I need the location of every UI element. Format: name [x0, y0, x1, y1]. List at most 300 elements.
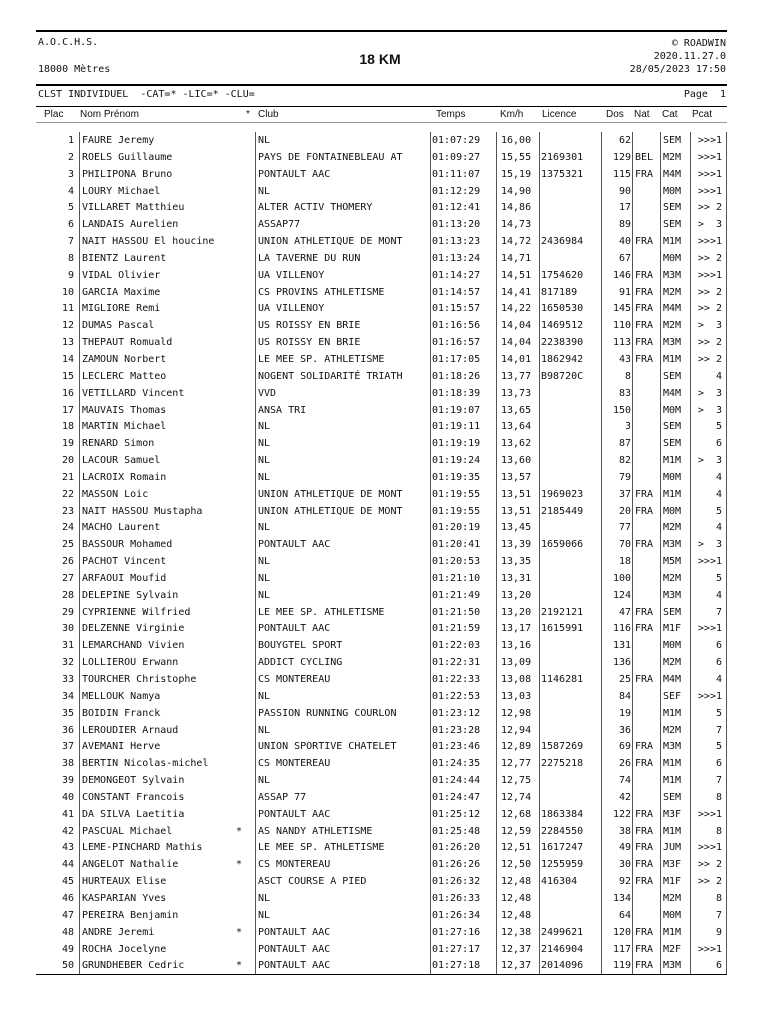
- table-row: [0, 604, 760, 621]
- header-rule: [36, 84, 727, 86]
- cell-cat: M4M: [663, 303, 682, 315]
- cell-cat: M1M: [663, 488, 682, 500]
- cell-license: 2238390: [541, 337, 584, 349]
- cell-rank: 40: [61, 791, 74, 803]
- cell-club: NL: [258, 421, 271, 433]
- cell-cat: M3M: [663, 741, 682, 753]
- cell-nat: FRA: [635, 353, 654, 365]
- cell-club: LE MEE SP. ATHLETISME: [258, 842, 385, 854]
- cell-pcat: > 3: [697, 387, 722, 399]
- cell-kmh: 13,03: [501, 690, 532, 702]
- cell-rank: 22: [61, 488, 74, 500]
- cell-time: 01:22:03: [432, 640, 481, 652]
- cell-cat: M1M: [663, 825, 682, 837]
- cell-nat: FRA: [635, 674, 654, 685]
- cell-rank: 14: [61, 353, 74, 365]
- cell-cat: M0M: [663, 471, 682, 483]
- cell-kmh: 14,04: [501, 320, 532, 332]
- cell-name: AVEMANI Herve: [82, 741, 161, 753]
- cell-name: VETILLARD Vincent: [82, 387, 185, 399]
- cell-time: 01:22:53: [432, 690, 481, 702]
- cell-club: NL: [258, 522, 271, 534]
- cell-pcat: 5: [715, 505, 722, 517]
- col-rank: Plac: [44, 109, 64, 120]
- cell-name: BERTIN Nicolas-michel: [82, 758, 209, 770]
- cell-pcat: 8: [715, 825, 722, 837]
- cell-kmh: 13,35: [501, 556, 532, 568]
- cell-dos: 25: [618, 674, 631, 685]
- cell-dos: 83: [618, 387, 631, 399]
- cell-rank: 46: [61, 892, 74, 904]
- cell-dos: 91: [618, 286, 631, 298]
- cell-cat: SEM: [663, 370, 682, 382]
- cell-club: ADDICT CYCLING: [258, 657, 343, 669]
- cell-name: KASPARIAN Yves: [82, 892, 167, 904]
- cell-nat: FRA: [635, 505, 654, 517]
- cell-star: *: [236, 825, 243, 837]
- cell-club: ANSA TRI: [258, 404, 307, 416]
- cell-nat: FRA: [635, 926, 654, 938]
- table-row: [0, 503, 760, 520]
- cell-pcat: 8: [715, 791, 722, 803]
- cell-dos: 77: [618, 522, 631, 534]
- table-row: [0, 637, 760, 654]
- cell-rank: 7: [67, 236, 74, 248]
- cell-time: 01:13:24: [432, 252, 481, 264]
- cell-name: VIDAL Olivier: [82, 269, 161, 281]
- cell-rank: 43: [61, 842, 74, 854]
- cell-rank: 38: [61, 758, 74, 770]
- table-row: [0, 469, 760, 486]
- cell-name: ANDRE Jeremi: [82, 926, 155, 938]
- cell-time: 01:23:46: [432, 741, 481, 753]
- cell-license: 1754620: [541, 269, 584, 281]
- table-row: [0, 536, 760, 553]
- cell-rank: 10: [61, 286, 74, 298]
- cell-nat: FRA: [635, 741, 654, 753]
- cell-club: NL: [258, 455, 271, 467]
- cell-pcat: >>>1: [697, 168, 722, 180]
- cell-kmh: 12,74: [501, 791, 532, 803]
- cell-star: *: [236, 859, 243, 871]
- cell-nat: FRA: [635, 320, 654, 332]
- cell-kmh: 12,98: [501, 707, 532, 719]
- cell-club: PONTAULT AAC: [258, 943, 331, 955]
- cell-dos: 134: [612, 892, 631, 904]
- cell-license: 416304: [541, 876, 578, 888]
- cell-rank: 50: [61, 960, 74, 972]
- cell-kmh: 16,00: [501, 135, 532, 146]
- cell-cat: M0M: [663, 505, 682, 517]
- cell-name: BOIDIN Franck: [82, 707, 161, 719]
- cell-pcat: 6: [715, 657, 722, 669]
- cell-name: BIENTZ Laurent: [82, 252, 167, 264]
- cell-license: 2499621: [541, 926, 584, 938]
- cell-dos: 74: [618, 775, 631, 787]
- cell-license: 1255959: [541, 859, 584, 871]
- cell-rank: 20: [61, 455, 74, 467]
- col-license: Licence: [542, 109, 577, 120]
- cell-rank: 34: [61, 690, 74, 702]
- col-club: Club: [258, 109, 279, 120]
- cell-cat: M2M: [663, 151, 682, 163]
- table-row: [0, 705, 760, 722]
- cell-pcat: 4: [715, 370, 722, 382]
- cell-time: 01:16:57: [432, 337, 481, 349]
- distance-label: 18000 Mètres: [38, 64, 111, 75]
- cell-time: 01:22:31: [432, 657, 481, 669]
- cell-time: 01:11:07: [432, 168, 481, 180]
- cell-time: 01:27:17: [432, 943, 481, 955]
- cell-name: DELZENNE Virginie: [82, 623, 185, 635]
- cell-rank: 36: [61, 724, 74, 736]
- table-row: [0, 199, 760, 216]
- cell-license: 2146904: [541, 943, 584, 955]
- cell-license: 1650530: [541, 303, 584, 315]
- cell-kmh: 13,60: [501, 455, 532, 467]
- cell-cat: M3F: [663, 859, 682, 871]
- cell-dos: 40: [618, 236, 631, 248]
- col-kmh: Km/h: [500, 109, 524, 120]
- col-pcat: Pcat: [692, 109, 713, 120]
- cell-club: NL: [258, 471, 271, 483]
- cell-time: 01:09:27: [432, 151, 481, 163]
- cell-kmh: 13,62: [501, 438, 532, 450]
- cell-club: ALTER ACTIV THOMERY: [258, 202, 373, 214]
- cell-dos: 131: [612, 640, 631, 652]
- cell-name: GRUNDHEBER Cedric: [82, 960, 185, 972]
- cell-dos: 70: [618, 539, 631, 551]
- cell-pcat: 4: [715, 471, 722, 483]
- cell-name: CYPRIENNE Wilfried: [82, 606, 191, 618]
- cell-club: NL: [258, 135, 271, 146]
- cell-rank: 35: [61, 707, 74, 719]
- cell-dos: 89: [618, 219, 631, 231]
- cell-dos: 146: [612, 269, 631, 281]
- cell-kmh: 12,48: [501, 876, 532, 888]
- cell-rank: 12: [61, 320, 74, 332]
- cell-time: 01:24:44: [432, 775, 481, 787]
- cell-name: MAUVAIS Thomas: [82, 404, 167, 416]
- table-row: [0, 570, 760, 587]
- cell-cat: M1M: [663, 455, 682, 467]
- cell-pcat: 5: [715, 572, 722, 584]
- cell-cat: M0M: [663, 909, 682, 921]
- cell-name: MELLOUK Namya: [82, 690, 161, 702]
- cell-license: 2436984: [541, 236, 584, 248]
- cell-club: US ROISSY EN BRIE: [258, 337, 361, 349]
- cell-time: 01:26:33: [432, 892, 481, 904]
- cell-cat: M0M: [663, 640, 682, 652]
- cell-time: 01:21:59: [432, 623, 481, 635]
- cell-pcat: >> 2: [697, 252, 722, 264]
- cell-name: LEROUDIER Arnaud: [82, 724, 179, 736]
- cell-dos: 3: [624, 421, 631, 433]
- cell-kmh: 12,48: [501, 909, 532, 921]
- cell-name: LOLLIEROU Erwann: [82, 657, 179, 669]
- cell-dos: 136: [612, 657, 631, 669]
- column-header-rule: [36, 106, 727, 107]
- cell-pcat: 6: [715, 640, 722, 652]
- cell-rank: 11: [61, 303, 74, 315]
- cell-dos: 82: [618, 455, 631, 467]
- cell-time: 01:27:16: [432, 926, 481, 938]
- cell-club: BOUYGTEL SPORT: [258, 640, 343, 652]
- cell-dos: 115: [612, 168, 631, 180]
- cell-nat: FRA: [635, 337, 654, 349]
- cell-time: 01:12:29: [432, 185, 481, 197]
- cell-name: LOURY Michael: [82, 185, 161, 197]
- cell-kmh: 12,94: [501, 724, 532, 736]
- column-header: [0, 109, 760, 123]
- cell-license: B98720C: [541, 370, 584, 382]
- cell-dos: 150: [612, 404, 631, 416]
- cell-cat: M1M: [663, 707, 682, 719]
- cell-time: 01:18:39: [432, 387, 481, 399]
- cell-pcat: 6: [715, 758, 722, 770]
- cell-cat: M4M: [663, 674, 682, 685]
- cell-nat: FRA: [635, 269, 654, 281]
- cell-dos: 116: [612, 623, 631, 635]
- cell-license: 1969023: [541, 488, 584, 500]
- cell-name: ROELS Guillaume: [82, 151, 173, 163]
- table-row: [0, 772, 760, 789]
- cell-club: PONTAULT AAC: [258, 926, 331, 938]
- cell-pcat: >>>1: [697, 556, 722, 568]
- cell-time: 01:26:34: [432, 909, 481, 921]
- cell-club: PONTAULT AAC: [258, 539, 331, 551]
- table-row: [0, 284, 760, 301]
- cell-name: PACHOT Vincent: [82, 556, 167, 568]
- cell-rank: 28: [61, 589, 74, 601]
- cell-kmh: 13,51: [501, 505, 532, 517]
- cell-pcat: 4: [715, 522, 722, 534]
- cell-star: *: [236, 926, 243, 938]
- table-row: [0, 385, 760, 402]
- cell-club: UNION ATHLETIQUE DE MONT: [258, 505, 403, 517]
- cell-dos: 20: [618, 505, 631, 517]
- cell-nat: FRA: [635, 488, 654, 500]
- table-row: [0, 402, 760, 419]
- cell-club: UNION SPORTIVE CHATELET: [258, 741, 397, 753]
- cell-dos: 87: [618, 438, 631, 450]
- cell-pcat: >>>1: [697, 623, 722, 635]
- cell-kmh: 13,08: [501, 674, 532, 685]
- table-row: [0, 267, 760, 284]
- cell-rank: 33: [61, 674, 74, 685]
- cell-time: 01:20:53: [432, 556, 481, 568]
- cell-kmh: 13,09: [501, 657, 532, 669]
- cell-cat: M2M: [663, 320, 682, 332]
- cell-club: PONTAULT AAC: [258, 808, 331, 820]
- cell-rank: 32: [61, 657, 74, 669]
- cell-cat: JUM: [663, 842, 682, 854]
- cell-club: CS MONTEREAU: [258, 859, 331, 871]
- cell-kmh: 12,48: [501, 892, 532, 904]
- cell-name: LEME-PINCHARD Mathis: [82, 842, 203, 854]
- cell-kmh: 12,38: [501, 926, 532, 938]
- cell-pcat: 4: [715, 674, 722, 685]
- cell-dos: 26: [618, 758, 631, 770]
- table-row: [0, 755, 760, 772]
- cell-pcat: >> 2: [697, 353, 722, 365]
- cell-name: PASCUAL Michael: [82, 825, 173, 837]
- cell-license: 1863384: [541, 808, 584, 820]
- cell-rank: 18: [61, 421, 74, 433]
- cell-rank: 15: [61, 370, 74, 382]
- cell-license: 1375321: [541, 168, 584, 180]
- cell-kmh: 12,68: [501, 808, 532, 820]
- cell-kmh: 14,04: [501, 337, 532, 349]
- cell-rank: 45: [61, 876, 74, 888]
- cell-club: NL: [258, 909, 271, 921]
- cell-dos: 37: [618, 488, 631, 500]
- cell-name: LACOUR Samuel: [82, 455, 161, 467]
- cell-dos: 119: [612, 960, 631, 972]
- cell-dos: 18: [618, 556, 631, 568]
- cell-name: LANDAIS Aurelien: [82, 219, 179, 231]
- cell-rank: 13: [61, 337, 74, 349]
- cell-pcat: 4: [715, 488, 722, 500]
- cell-kmh: 14,90: [501, 185, 532, 197]
- cell-name: LEMARCHAND Vivien: [82, 640, 185, 652]
- cell-dos: 8: [624, 370, 631, 382]
- cell-club: CS MONTEREAU: [258, 674, 331, 685]
- cell-time: 01:14:27: [432, 269, 481, 281]
- cell-cat: M3M: [663, 269, 682, 281]
- cell-rank: 25: [61, 539, 74, 551]
- cell-time: 01:19:11: [432, 421, 481, 433]
- cell-rank: 26: [61, 556, 74, 568]
- cell-name: FAURE Jeremy: [82, 135, 155, 146]
- table-row: [0, 941, 760, 958]
- cell-nat: FRA: [635, 539, 654, 551]
- cell-rank: 47: [61, 909, 74, 921]
- cell-nat: FRA: [635, 859, 654, 871]
- cell-name: TOURCHER Christophe: [82, 674, 197, 685]
- cell-cat: SEM: [663, 791, 682, 803]
- cell-rank: 37: [61, 741, 74, 753]
- cell-cat: M3M: [663, 589, 682, 601]
- cell-pcat: 5: [715, 741, 722, 753]
- cell-club: CS MONTEREAU: [258, 758, 331, 770]
- cell-kmh: 12,89: [501, 741, 532, 753]
- cell-license: 1617247: [541, 842, 584, 854]
- table-row: [0, 132, 760, 149]
- cell-pcat: > 3: [697, 539, 722, 551]
- cell-rank: 27: [61, 572, 74, 584]
- cell-club: NL: [258, 589, 271, 601]
- cell-rank: 31: [61, 640, 74, 652]
- cell-license: 1146281: [541, 674, 584, 685]
- cell-name: ARFAOUI Moufid: [82, 572, 167, 584]
- cell-kmh: 13,64: [501, 421, 532, 433]
- col-dos: Dos: [606, 109, 624, 120]
- table-row: [0, 435, 760, 452]
- cell-club: LE MEE SP. ATHLETISME: [258, 353, 385, 365]
- cell-license: 1587269: [541, 741, 584, 753]
- cell-license: 2014096: [541, 960, 584, 972]
- cell-pcat: 5: [715, 421, 722, 433]
- cell-rank: 19: [61, 438, 74, 450]
- print-datetime: 28/05/2023 17:50: [629, 64, 726, 75]
- cell-cat: SEM: [663, 421, 682, 433]
- organizer: A.O.C.H.S.: [38, 37, 99, 48]
- cell-pcat: 5: [715, 707, 722, 719]
- cell-kmh: 13,17: [501, 623, 532, 635]
- cell-star: *: [236, 960, 243, 972]
- cell-cat: SEM: [663, 135, 682, 146]
- cell-nat: FRA: [635, 808, 654, 820]
- cell-club: UNION ATHLETIQUE DE MONT: [258, 488, 403, 500]
- cell-rank: 48: [61, 926, 74, 938]
- cell-kmh: 15,55: [501, 151, 532, 163]
- cell-cat: M4M: [663, 168, 682, 180]
- cell-rank: 30: [61, 623, 74, 635]
- cell-dos: 38: [618, 825, 631, 837]
- cell-club: LA TAVERNE DU RUN: [258, 252, 361, 264]
- cell-pcat: >> 2: [697, 286, 722, 298]
- cell-cat: M1M: [663, 775, 682, 787]
- cell-cat: M2F: [663, 943, 682, 955]
- table-row: [0, 334, 760, 351]
- cell-name: HURTEAUX Elise: [82, 876, 167, 888]
- table-row: [0, 789, 760, 806]
- cell-kmh: 14,73: [501, 219, 532, 231]
- cell-license: 2192121: [541, 606, 584, 618]
- cell-license: 2284550: [541, 825, 584, 837]
- cell-club: NOGENT SOLIDARITÉ TRIATH: [258, 370, 403, 382]
- cell-club: PONTAULT AAC: [258, 623, 331, 635]
- cell-license: 2169301: [541, 151, 584, 163]
- cell-time: 01:21:49: [432, 589, 481, 601]
- table-row: [0, 368, 760, 385]
- cell-rank: 16: [61, 387, 74, 399]
- table-row: [0, 839, 760, 856]
- cell-kmh: 14,71: [501, 252, 532, 264]
- table-row: [0, 486, 760, 503]
- cell-club: UA VILLENOY: [258, 269, 325, 281]
- cell-nat: FRA: [635, 606, 654, 618]
- table-row: [0, 924, 760, 941]
- cell-time: 01:24:47: [432, 791, 481, 803]
- cell-name: ZAMOUN Norbert: [82, 353, 167, 365]
- col-star: *: [246, 109, 250, 120]
- cell-nat: FRA: [635, 623, 654, 635]
- cell-nat: FRA: [635, 960, 654, 972]
- cell-pcat: >> 2: [697, 859, 722, 871]
- cell-time: 01:19:19: [432, 438, 481, 450]
- cell-cat: M1F: [663, 876, 682, 888]
- cell-kmh: 15,19: [501, 168, 532, 180]
- cell-kmh: 14,51: [501, 269, 532, 281]
- cell-pcat: >>>1: [697, 236, 722, 248]
- cell-kmh: 12,37: [501, 943, 532, 955]
- cell-dos: 43: [618, 353, 631, 365]
- table-row: [0, 620, 760, 637]
- cell-pcat: > 3: [697, 219, 722, 231]
- cell-name: DEMONGEOT Sylvain: [82, 775, 185, 787]
- cell-kmh: 12,77: [501, 758, 532, 770]
- cell-license: 2275218: [541, 758, 584, 770]
- table-row: [0, 856, 760, 873]
- cell-club: NL: [258, 690, 271, 702]
- cell-kmh: 14,86: [501, 202, 532, 214]
- cell-time: 01:23:12: [432, 707, 481, 719]
- cell-cat: M0M: [663, 252, 682, 264]
- cell-club: UNION ATHLETIQUE DE MONT: [258, 236, 403, 248]
- cell-cat: M2M: [663, 657, 682, 669]
